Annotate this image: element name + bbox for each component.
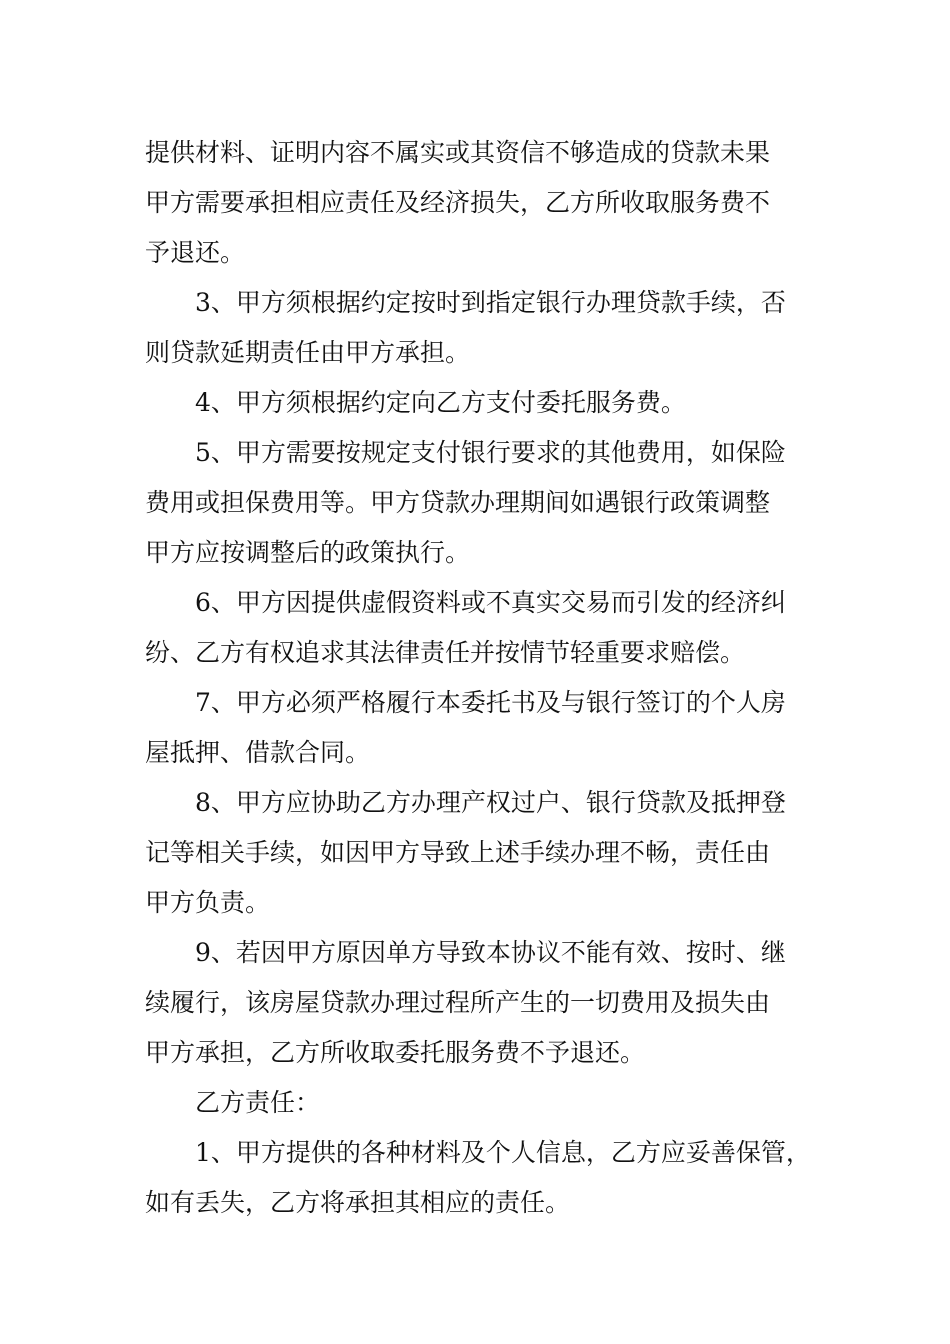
text-line: 予退还。 [145,238,246,267]
text-line: 甲方负责。 [145,888,271,917]
text-line: 屋抵押、借款合同。 [145,738,371,767]
clause-7-line: 7、甲方必须严格履行本委托书及与银行签订的个人房 [195,688,786,717]
text-line: 则贷款延期责任由甲方承担。 [145,338,471,367]
clause-5-line: 5、甲方需要按规定支付银行要求的其他费用，如保险 [195,438,786,467]
party-b-clause-1-line: 1、甲方提供的各种材料及个人信息，乙方应妥善保管， [195,1138,811,1167]
section-heading-party-b: 乙方责任： [195,1088,321,1117]
text-line: 记等相关手续，如因甲方导致上述手续办理不畅，责任由 [145,838,771,867]
text-line: 提供材料、证明内容不属实或其资信不够造成的贷款未果 [145,138,771,167]
document-body [145,128,810,1228]
text-line: 如有丢失，乙方将承担其相应的责任。 [145,1188,571,1217]
text-line: 甲方需要承担相应责任及经济损失，乙方所收取服务费不 [145,188,771,217]
text-line: 甲方承担，乙方所收取委托服务费不予退还。 [145,1038,646,1067]
text-line: 费用或担保费用等。甲方贷款办理期间如遇银行政策调整 [145,488,771,517]
text-line: 纷、乙方有权追求其法律责任并按情节轻重要求赔偿。 [145,638,746,667]
text-line: 续履行，该房屋贷款办理过程所产生的一切费用及损失由 [145,988,771,1017]
clause-8-line: 8、甲方应协助乙方办理产权过户、银行贷款及抵押登 [195,788,786,817]
clause-3-line: 3、甲方须根据约定按时到指定银行办理贷款手续，否 [195,288,786,317]
clause-9-line: 9、若因甲方原因单方导致本协议不能有效、按时、继 [195,938,786,967]
text-line: 甲方应按调整后的政策执行。 [145,538,471,567]
clause-6-line: 6、甲方因提供虚假资料或不真实交易而引发的经济纠 [195,588,786,617]
clause-4-line: 4、甲方须根据约定向乙方支付委托服务费。 [195,388,686,417]
